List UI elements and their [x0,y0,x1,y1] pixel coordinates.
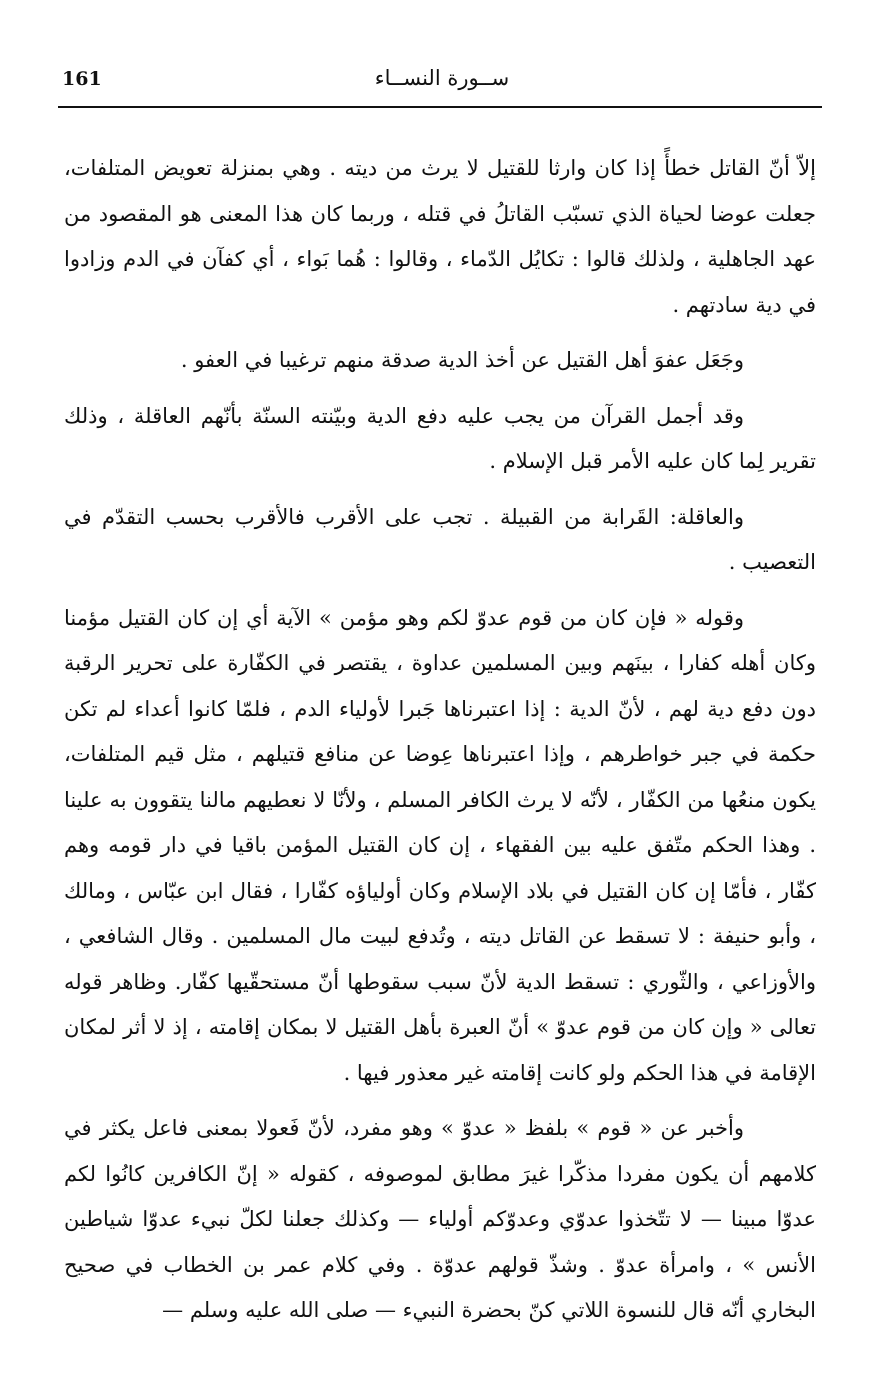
paragraph: وقوله « فإن كان من قوم عدوّ لكم وهو مؤمن » الآية أي إن كان القتيل مؤمنا وكان أهله كفارا ، بينَهم وبين المسلمين عداوة ، يقتصر في الكفّارة على تحرير الرقبة دون دفع دية لهم ، لأنّ الدية : إذا اعتبرناها جَبرا لأولياء الدم ، فلمّا كانوا أعداء لم تكن حكمة في جبر خواطرهم ، وإذا اعتبرناها عِوضا عن منافع قتيلهم ، مثل قيم المتلفات، يكون منعُها من الكفّار ، لأنّه لا يرث الكافر المسلم ، ولأنّا لا نعطيهم مالنا يتقوون به علينا . وهذا الحكم متّفق عليه بين الفقهاء ، إن كان القتيل المؤمن باقيا في دار قومه وهم كفّار ، فأمّا إن كان القتيل في بلاد الإسلام وكان أولياؤه كفّارا ، فقال ابن عبّاس ، ومالك ، وأبو حنيفة : لا تسقط عن القاتل ديته ، وتُدفع لبيت مال المسلمين . وقال الشافعي ، والأوزاعي ، والثّوري : تسقط الدية لأنّ سبب سقوطها أنّ مستحقّيها كفّار. وظاهر قوله تعالى « وإن كان من قوم عدوّ » أنّ العبرة بأهل القتيل لا بمكان إقامته ، إذ لا أثر لمكان الإقامة في هذا الحكم ولو كانت إقامته غير معذور فيها . [64,605,816,1085]
paragraph: وأخبر عن « قوم » بلفظ « عدوّ » وهو مفرد، لأنّ فَعولا بمعنى فاعل يكثر في كلامهم أن يكون مفردا مذكّرا غيرَ مطابق لموصوفه ، كقوله « إنّ الكافرين كانُوا لكم عدوّا مبينا — لا تتّخذوا عدوّي وعدوّكم أولياء — وكذلك جعلنا لكلّ نبيء عدوّا شياطين الأنس » ، وامرأة عدوّ . وشذّ قولهم عدوّة . وفي كلام عمر بن الخطاب في صحيح البخاري أنّه قال للنسوة اللاتي كنّ بحضرة النبيء — صلى الله عليه وسلم — [64,1116,816,1322]
page-header [62,62,822,102]
surah-title: ســورة النســاء [374,66,510,90]
page-body [64,146,816,1344]
page-number: 161 [62,68,102,90]
header-divider [58,106,822,108]
paragraph: وجَعَل عفوَ أهل القتيل عن أخذ الدية صدقة منهم ترغيبا في العفو . [180,348,744,372]
paragraph: والعاقلة: القَرابة من القبيلة . تجب على الأقرب فالأقرب بحسب التقدّم في التعصيب . [64,504,816,574]
paragraph: وقد أجمل القرآن من يجب عليه دفع الدية وبيّنته السنّة بأنّهم العاقلة ، وذلك تقرير لِما كان عليه الأمر قبل الإسلام . [64,403,816,473]
paragraph: إلاّ أنّ القاتل خطأً إذا كان وارثا للقتيل لا يرث من ديته . وهي بمنزلة تعويض المتلفات، جعلت عوضا لحياة الذي تسبّب القاتلُ في قتله ، وربما كان هذا المعنى هو المقصود من عهد الجاهلية ، ولذلك قالوا : تكايُل الدّماء ، وقالوا : هُما بَواء ، أي كفآن في الدم وزادوا في دية سادتهم . [64,156,816,317]
